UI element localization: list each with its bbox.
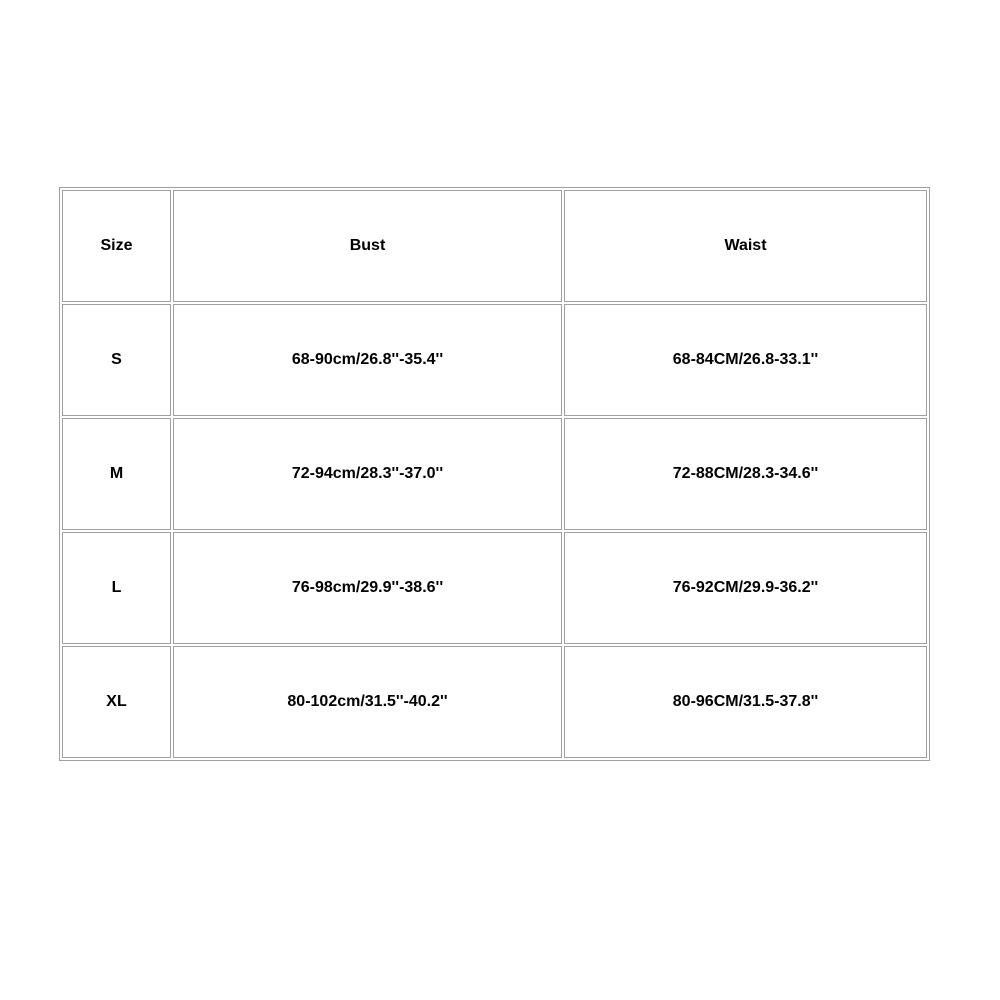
bust-cell: 80-102cm/31.5''-40.2'' (173, 646, 562, 758)
bust-cell: 72-94cm/28.3''-37.0'' (173, 418, 562, 530)
bust-cell: 68-90cm/26.8''-35.4'' (173, 304, 562, 416)
header-waist: Waist (564, 190, 927, 302)
waist-cell: 80-96CM/31.5-37.8'' (564, 646, 927, 758)
waist-cell: 68-84CM/26.8-33.1'' (564, 304, 927, 416)
waist-cell: 72-88CM/28.3-34.6'' (564, 418, 927, 530)
size-cell: L (62, 532, 171, 644)
bust-cell: 76-98cm/29.9''-38.6'' (173, 532, 562, 644)
header-size: Size (62, 190, 171, 302)
table-header-row (62, 190, 927, 302)
table-row (62, 418, 927, 530)
size-cell: XL (62, 646, 171, 758)
size-chart-table (59, 187, 930, 761)
size-cell: S (62, 304, 171, 416)
waist-cell: 76-92CM/29.9-36.2'' (564, 532, 927, 644)
table-row (62, 646, 927, 758)
table-row (62, 304, 927, 416)
size-cell: M (62, 418, 171, 530)
table-row (62, 532, 927, 644)
header-bust: Bust (173, 190, 562, 302)
